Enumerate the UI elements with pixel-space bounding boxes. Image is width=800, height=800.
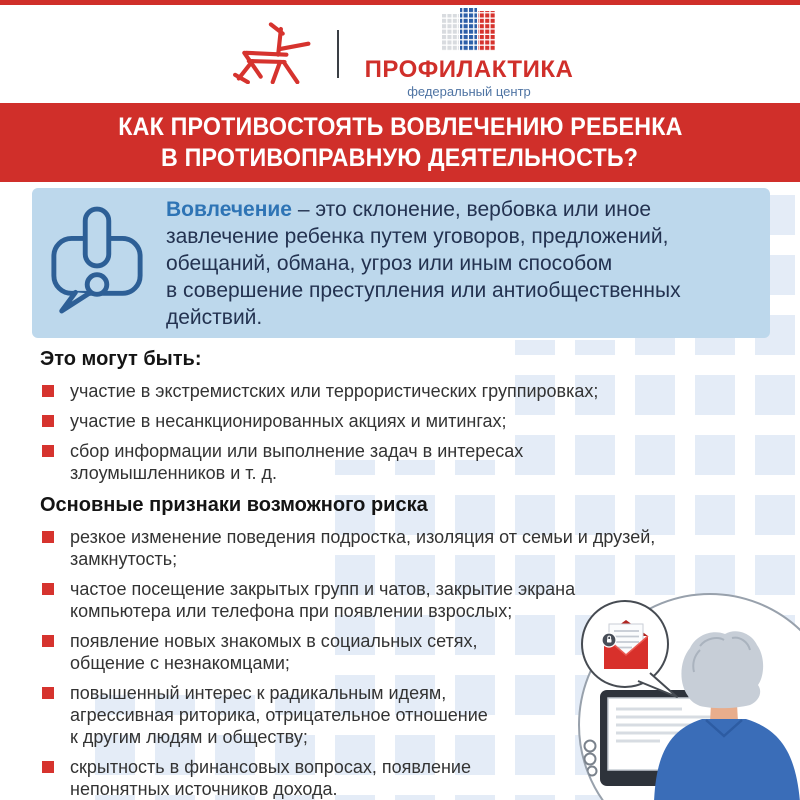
brand-block xyxy=(365,8,574,99)
person-at-computer-illustration xyxy=(560,580,800,800)
bullet-square-icon xyxy=(42,583,54,595)
definition-line-5: действий. xyxy=(166,305,263,329)
list-item: скрытность в финансовых вопросах, появление непонятных источников дохода. xyxy=(40,756,770,800)
bullet-square-icon xyxy=(42,635,54,647)
logo-divider xyxy=(337,30,339,78)
bullet-square-icon xyxy=(42,415,54,427)
definition-panel xyxy=(32,188,770,338)
page-title-line-2: В ПРОТИВОПРАВНУЮ ДЕЯТЕЛЬНОСТЬ? xyxy=(161,143,639,172)
bullet-square-icon xyxy=(42,687,54,699)
list-item: участие в несанкционированных акциях и митингах; xyxy=(40,410,770,432)
bullet-square-icon xyxy=(42,531,54,543)
section-heading-examples: Это могут быть: xyxy=(40,348,202,370)
brand-mark-icon xyxy=(227,18,311,89)
definition-line-4: в совершение преступления или антиобщественных xyxy=(166,278,681,302)
list-item: появление новых знакомых в социальных сетях, общение с незнакомцами; xyxy=(40,630,770,674)
list-item: резкое изменение поведения подростка, изоляция от семьи и друзей, замкнутость; xyxy=(40,526,770,570)
pixel-grid-logo-icon xyxy=(442,8,496,57)
definition-term: Вовлечение xyxy=(166,197,292,221)
section-heading-risk-signs: Основные признаки возможного риска xyxy=(40,494,428,516)
list-item: сбор информации или выполнение задач в интересах злоумышленников и т. д. xyxy=(40,440,770,484)
bullet-square-icon xyxy=(42,761,54,773)
brand-subtitle: федеральный центр xyxy=(407,84,531,99)
bullet-square-icon xyxy=(42,445,54,457)
list-item: повышенный интерес к радикальным идеям, агрессивная риторика, отрицательное отношение к другим людям и обществу; xyxy=(40,682,770,748)
definition-line-1: – это склонение, вербовка или иное xyxy=(292,197,652,221)
list-item: частое посещение закрытых групп и чатов, закрытие экрана компьютера или телефона при появлении взрослых; xyxy=(40,578,770,622)
envelope-message-icon xyxy=(602,620,648,669)
definition-line-3: обещаний, обмана, угроз или иным способом xyxy=(166,251,613,275)
definition-line-2: завлечение ребенка путем уговоров, предложений, xyxy=(166,224,669,248)
definition-text xyxy=(166,196,681,331)
page-title-line-1: КАК ПРОТИВОСТОЯТЬ ВОВЛЕЧЕНИЮ РЕБЕНКА xyxy=(117,112,683,141)
title-band xyxy=(0,103,800,182)
lock-icon xyxy=(602,633,616,647)
bullet-square-icon xyxy=(42,385,54,397)
examples-list xyxy=(40,380,770,484)
speech-bubble-exclamation-icon xyxy=(48,203,146,324)
list-item: участие в экстремистских или террористических группировках; xyxy=(40,380,770,402)
brand-name: ПРОФИЛАКТИКА xyxy=(364,56,574,83)
logo-row xyxy=(0,5,800,102)
